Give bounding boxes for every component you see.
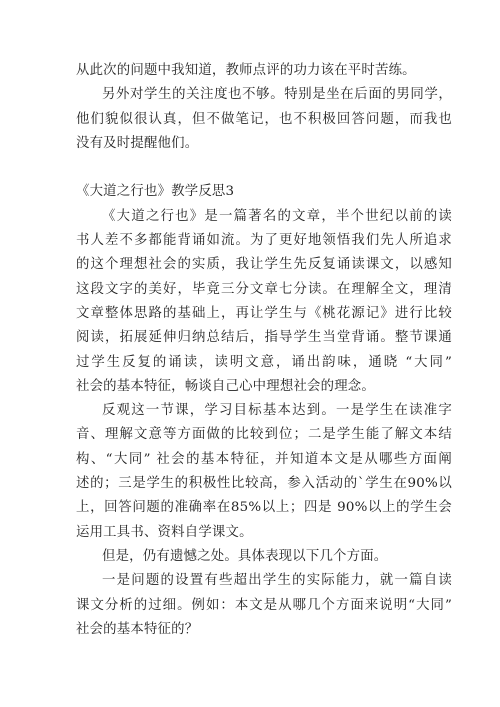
text-line: 他们貌似很认真，但不做笔记，也不积极回答问题，而我也 (76, 111, 452, 127)
text-line: 阅读，拓展延伸归纳总结后，指导学生当堂背诵。整节课通 (76, 330, 452, 346)
paragraph-issue-one (76, 569, 452, 642)
paragraph-reflection (76, 399, 452, 545)
text-line: 音、理解文意等方面做的比较到位；二是学生能了解文本结 (76, 427, 452, 443)
text-line: 但是，仍有遗憾之处。具体表现以下几个方面。 (102, 548, 388, 564)
text-line: 反观这一节课，学习目标基本达到。一是学生在读准字 (102, 403, 452, 419)
document-page (76, 59, 452, 642)
paragraph-regrets (76, 545, 452, 569)
text-line: 另外对学生的关注度也不够。特别是坐在后面的男同学， (102, 87, 452, 103)
text-line: 《大道之行也》是一篇著名的文章，半个世纪以前的读 (102, 208, 452, 224)
text-line: 上，回答问题的准确率在85%以上；四是 90%以上的学生会 (76, 500, 452, 516)
text-line: 构、“大同” 社会的基本特征，并知道本文是从哪些方面阐 (76, 451, 452, 467)
paragraph-spacer (76, 156, 452, 180)
text-line: 文章整体思路的基础上，再让学生与《桃花源记》进行比较 (76, 305, 452, 321)
text-line: 从此次的问题中我知道，教师点评的功力该在平时苦练。 (76, 63, 416, 78)
text-line: 运用工具书、资料自学课文。 (76, 524, 253, 540)
text-line: 课文分析的过细。例如：本文是从哪几个方面来说明“大同” (76, 597, 452, 613)
text-line: 述的；三是学生的积极性比较高，参入活动的`学生在90%以 (76, 476, 452, 492)
text-line: 书人差不多都能背诵如流。为了更好地领悟我们先人所追求 (76, 233, 452, 249)
text-line: 过学生反复的诵读，读明文意，诵出韵味，通晓 “大同” (76, 354, 452, 370)
text-line: 的这个理想社会的实质，我让学生先反复诵读课文，以感知 (76, 257, 452, 273)
paragraph-attention (76, 83, 452, 156)
text-line: 这段文字的美好，毕竟三分文章七分读。在理解全文，理清 (76, 281, 452, 297)
section-heading: 《大道之行也》教学反思3 (76, 184, 235, 200)
text-line: 一是问题的设置有些超出学生的实际能力，就一篇自读 (102, 573, 452, 589)
text-line: 社会的基本特征的？ (76, 621, 199, 637)
paragraph-continuation (76, 59, 452, 83)
paragraph-intro (76, 205, 452, 399)
text-line: 社会的基本特征，畅谈自己心中理想社会的理念。 (76, 378, 375, 394)
text-line: 没有及时提醒他们。 (76, 135, 199, 151)
